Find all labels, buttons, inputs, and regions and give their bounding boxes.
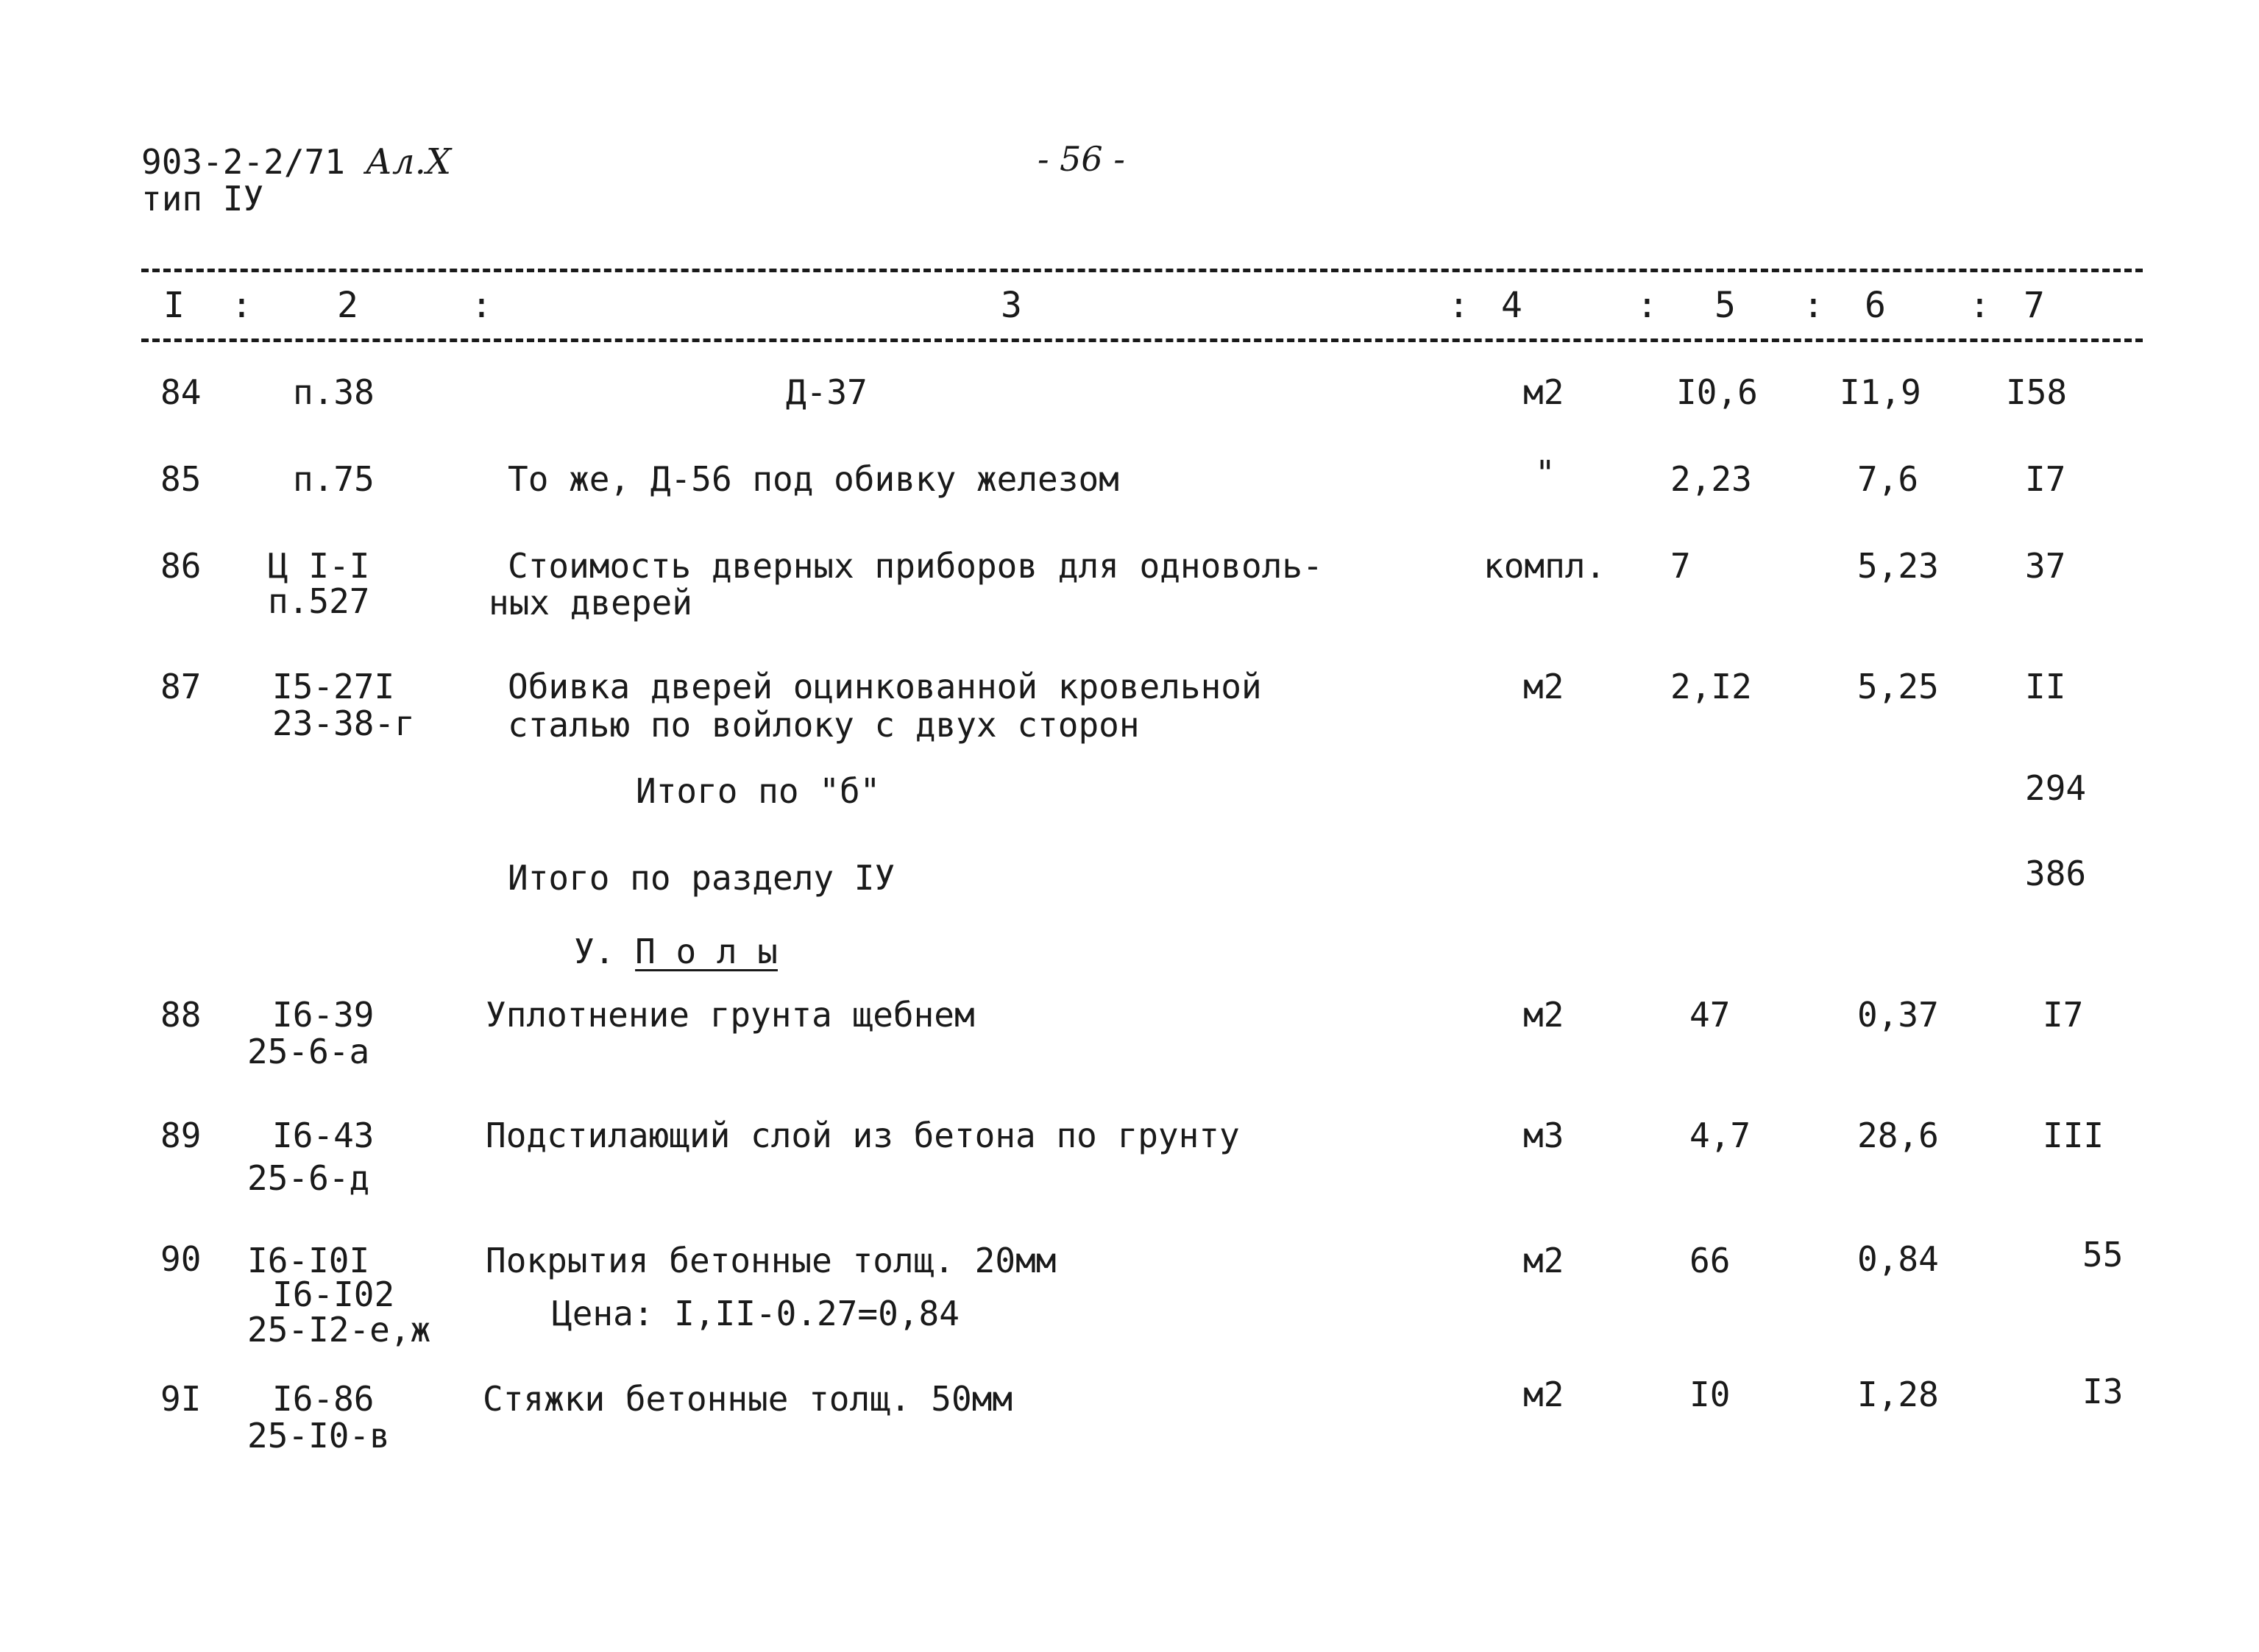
row-price: 5,25 [1857,667,1939,706]
row-reference: п.38 [293,372,375,412]
row-price: I1,9 [1840,372,1921,412]
row-reference: Ц I-I [268,546,370,586]
row-reference: п.75 [293,459,375,499]
page-number: - 56 - [1038,139,1125,179]
row-number: 90 [160,1239,202,1279]
sheet-annotation: Ал.X [365,141,451,182]
column-separator: : [1969,285,1990,326]
row-unit: м2 [1523,1241,1564,1280]
document-code: 903-2-2/71 [141,142,345,182]
row-number: 84 [160,372,202,412]
column-header-7: 7 [2024,285,2045,326]
row-total: III [2043,1116,2104,1155]
section-number: У. [574,932,615,971]
row-unit: м2 [1523,372,1564,412]
row-description: Покрытия бетонные толщ. 20мм [486,1241,1057,1280]
row-total: I3 [2082,1372,2124,1411]
row-reference: 25-I0-в [247,1416,390,1456]
column-separator: : [471,285,492,326]
row-reference: I6-I0I [247,1241,370,1280]
row-price: 0,37 [1857,995,1939,1035]
row-description: Обивка дверей оцинкованной кровельной [508,667,1262,706]
column-separator: : [1803,285,1824,326]
row-quantity: 2,I2 [1670,667,1752,706]
table-top-rule [141,269,2143,272]
row-unit: м3 [1523,1116,1564,1155]
row-number: 86 [160,546,202,586]
row-price: 5,23 [1857,546,1939,586]
section-total-label: Итого по разделу IУ [508,858,896,898]
row-quantity: I0 [1689,1375,1731,1414]
row-quantity: 47 [1689,995,1731,1035]
row-description: Подстилающий слой из бетона по грунту [486,1116,1240,1155]
subtotal-b-label: Итого по "б" [636,771,881,811]
row-quantity: 66 [1689,1241,1731,1280]
row-reference: 23-38-г [272,703,415,743]
row-reference: 25-6-д [247,1158,370,1198]
row-reference: 25-6-а [247,1032,370,1071]
row-quantity: 7 [1670,546,1691,586]
column-header-4: 4 [1501,285,1522,326]
row-total: I7 [2043,995,2084,1035]
row-reference: п.527 [268,581,370,621]
row-quantity: I0,6 [1676,372,1758,412]
column-header-3: 3 [1001,285,1022,326]
row-description: То же, Д-56 под обивку железом [508,459,1119,499]
row-quantity: 4,7 [1689,1116,1751,1155]
row-description: Стоимость дверных приборов для одноволь- [508,546,1323,586]
column-header-2: 2 [337,285,358,326]
row-reference: I6-43 [272,1116,375,1155]
row-reference: I6-I02 [272,1275,395,1314]
table-header-rule [141,338,2143,342]
row-description: Уплотнение грунта щебнем [486,995,975,1035]
subtotal-b-value: 294 [2025,768,2087,808]
row-number: 87 [160,667,202,706]
row-description: сталью по войлоку с двух сторон [508,705,1140,745]
row-unit: м2 [1523,1375,1564,1414]
row-number: 85 [160,459,202,499]
row-total: I58 [2006,372,2068,412]
row-reference: I6-39 [272,995,375,1035]
row-number: 89 [160,1116,202,1155]
row-total: II [2025,667,2066,706]
row-price: I,28 [1857,1375,1939,1414]
column-header-1: I [163,285,185,326]
column-header-5: 5 [1714,285,1736,326]
section-heading [574,933,778,970]
row-price: 7,6 [1857,459,1919,499]
row-unit: м2 [1523,667,1564,706]
row-number: 88 [160,995,202,1035]
row-reference: I6-86 [272,1379,375,1419]
row-unit: компл. [1483,546,1606,586]
row-total: 55 [2082,1235,2124,1275]
row-quantity: 2,23 [1670,459,1752,499]
column-separator: : [1448,285,1469,326]
row-description: Стяжки бетонные толщ. 50мм [483,1379,1013,1419]
row-price: 28,6 [1857,1116,1939,1155]
row-unit: м2 [1523,995,1564,1035]
row-unit: " [1535,453,1556,493]
row-total: I7 [2025,459,2066,499]
column-header-6: 6 [1865,285,1886,326]
row-reference: 25-I2-е,ж [247,1310,431,1350]
row-price: 0,84 [1857,1239,1939,1279]
section-total-value: 386 [2025,854,2087,893]
row-number: 9I [160,1379,202,1419]
price-formula: Цена: I,II-0.27=0,84 [552,1294,960,1333]
column-separator: : [1636,285,1658,326]
document-type: тип IУ [141,179,264,219]
row-reference: I5-27I [272,667,395,706]
row-description: ных дверей [489,583,692,623]
column-separator: : [231,285,252,326]
section-title: П о л ы [635,932,778,971]
row-description: Д-37 [786,372,868,412]
row-total: 37 [2025,546,2066,586]
